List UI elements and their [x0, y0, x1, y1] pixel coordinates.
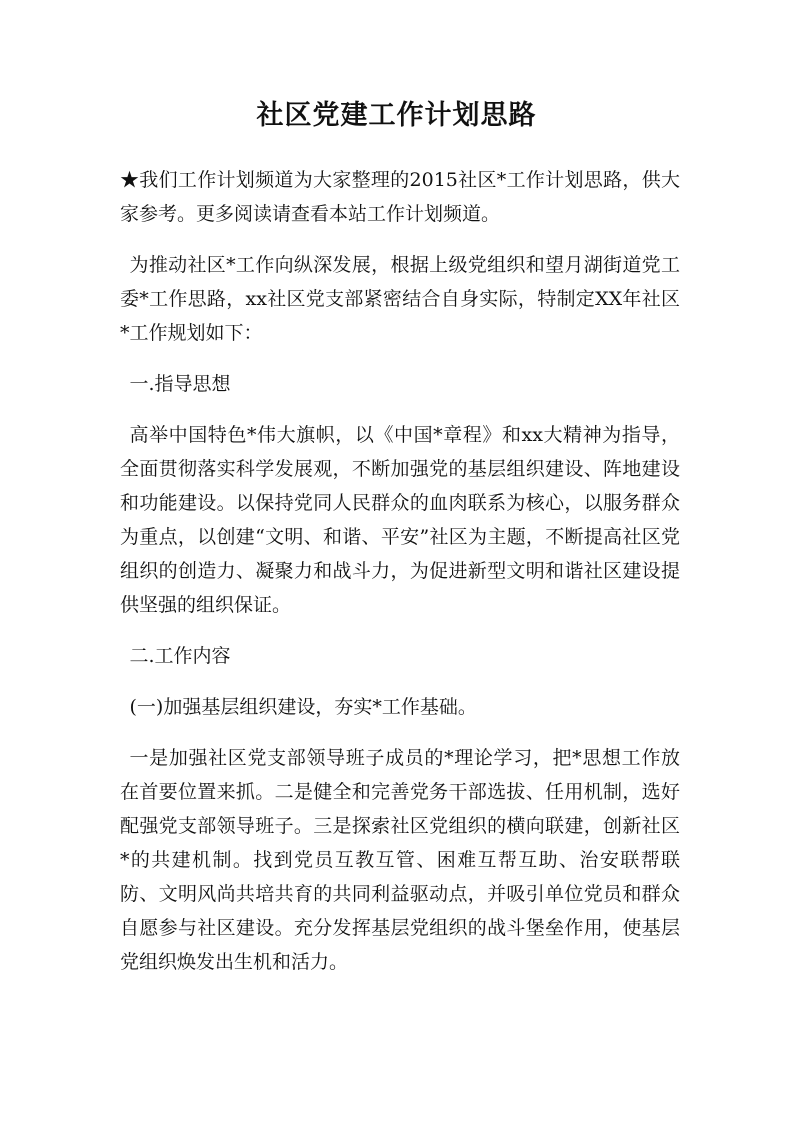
- document-body: [120, 163, 680, 996]
- section-heading-guiding-ideology: 一.指导思想: [129, 373, 231, 395]
- document-title: 社区党建工作计划思路: [256, 100, 537, 131]
- purpose-paragraph: 为推动社区*工作向纵深发展，根据上级党组织和望月湖街道党工委*工作思路，xx社区党支部紧密结合自身实际，特制定XX年社区*工作规划如下：: [120, 254, 680, 344]
- guiding-ideology-paragraph: 高举中国特色*伟大旗帜，以《中国*章程》和xx大精神为指导，全面贯彻落实科学发展观，不断加强党的基层组织建设、阵地建设和功能建设。以保持党同人民群众的血肉联系为核心，以服务群众为重点，以创建“文明、和谐、平安”社区为主题，不断提高社区党组织的创造力、凝聚力和战斗力，为促进新型文明和谐社区建设提供坚强的组织保证。: [120, 424, 680, 616]
- intro-paragraph: ★我们工作计划频道为大家整理的2015社区*工作计划思路，供大家参考。更多阅读请查看本站工作计划频道。: [120, 169, 680, 225]
- subsection-heading-1: (一)加强基层组织建设，夯实*工作基础。: [129, 696, 477, 718]
- subsection-1-paragraph: 一是加强社区党支部领导班子成员的*理论学习，把*思想工作放在首要位置来抓。二是健全和完善党务干部选拔、任用机制，选好配强党支部领导班子。三是探索社区党组织的横向联建，创新社区*的共建机制。找到党员互教互管、困难互帮互助、治安联帮联防、文明风尚共培共育的共同利益驱动点，并吸引单位党员和群众自愿参与社区建设。充分发挥基层党组织的战斗堡垒作用，使基层党组织焕发出生机和活力。: [120, 747, 680, 973]
- section-heading-work-content: 二.工作内容: [129, 645, 231, 667]
